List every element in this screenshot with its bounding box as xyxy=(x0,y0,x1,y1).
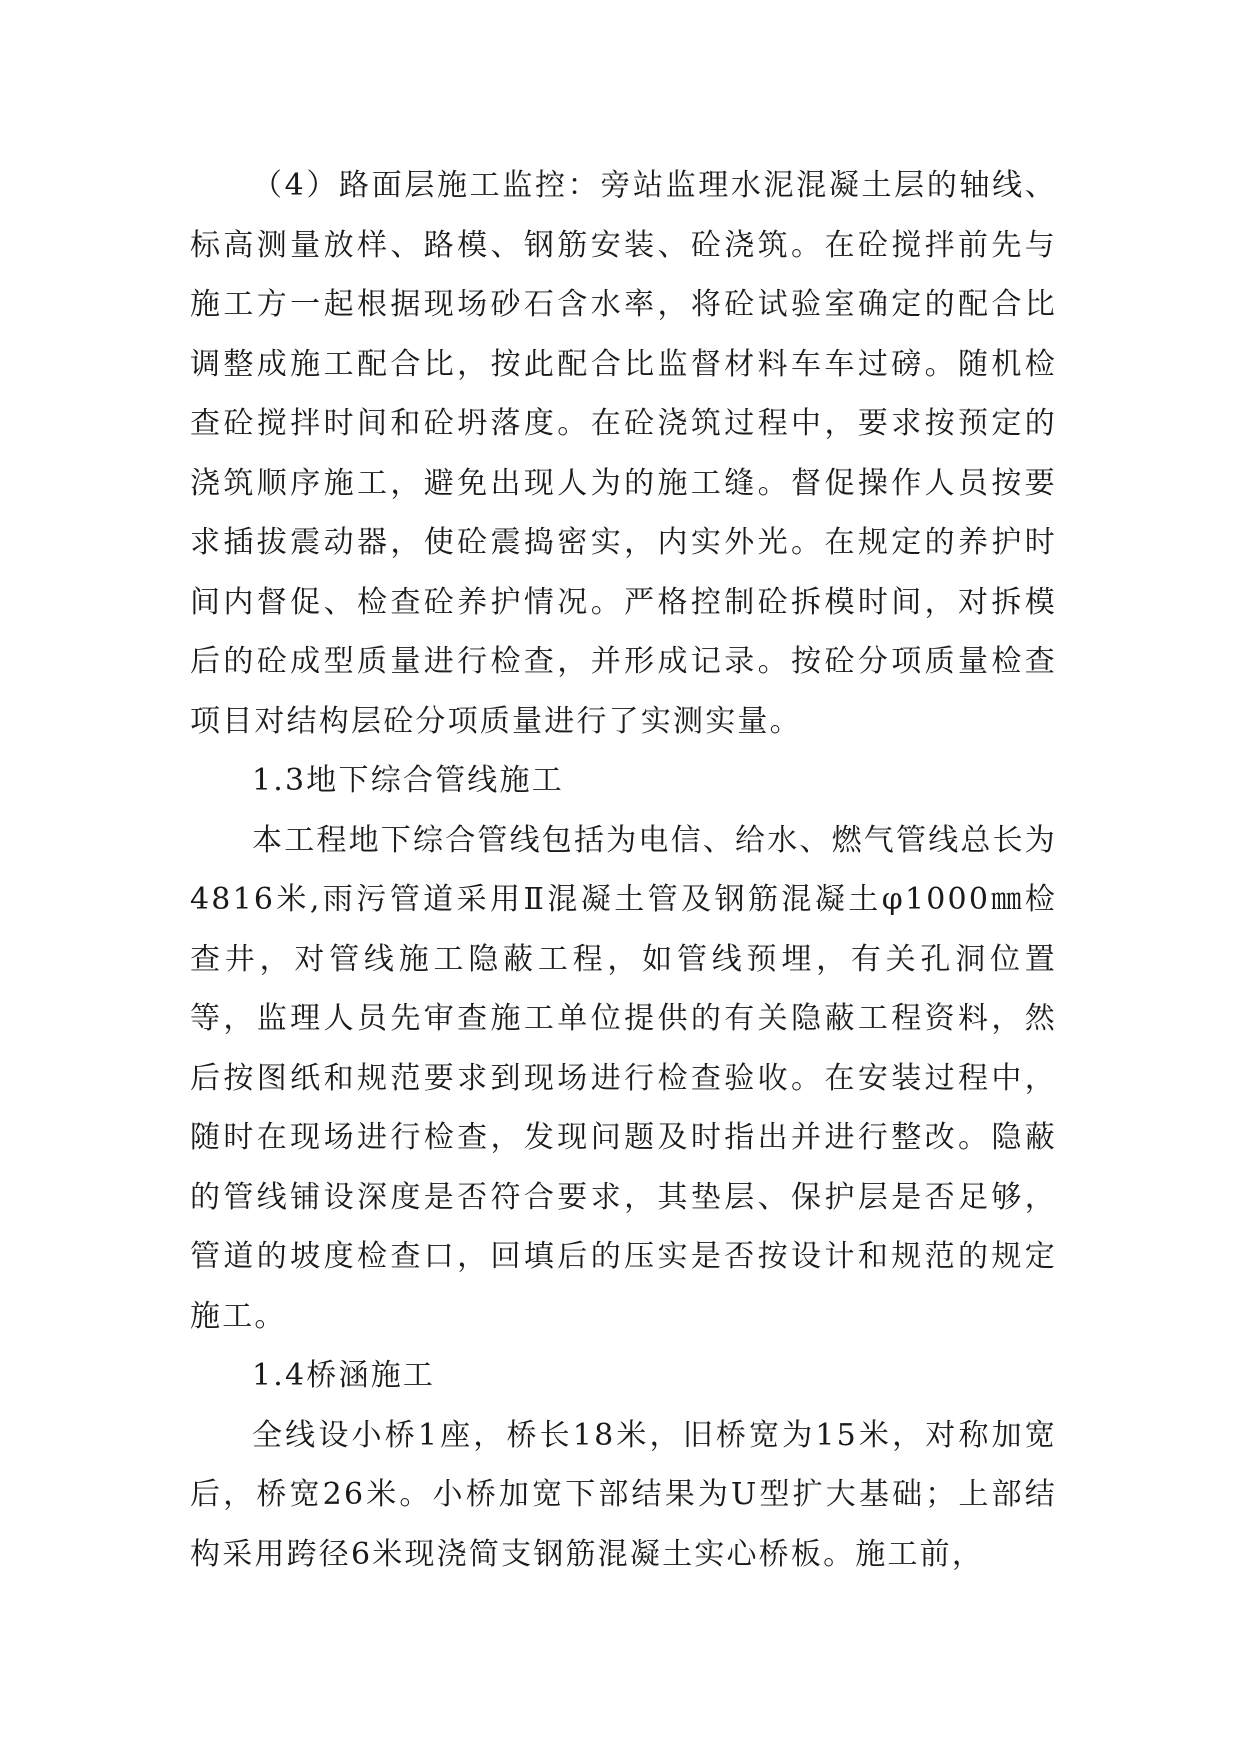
paragraph-pavement-monitoring: （4）路面层施工监控：旁站监理水泥混凝土层的轴线、标高测量放样、路模、钢筋安装、砼浇筑。在砼搅拌前先与施工方一起根据现场砂石含水率，将砼试验室确定的配合比调整成施工配合比，按此配合比监督材料车车过磅。随机检查砼搅拌时间和砼坍落度。在砼浇筑过程中，要求按预定的浇筑顺序施工，避免出现人为的施工缝。督促操作人员按要求插拔震动器，使砼震捣密实，内实外光。在规定的养护时间内督促、检查砼养护情况。严格控制砼拆模时间，对拆模后的砼成型质量进行检查，并形成记录。按砼分项质量检查项目对结构层砼分项质量进行了实测实量。 xyxy=(190,168,1057,739)
section-heading-1-3: 1.3地下综合管线施工 xyxy=(252,763,564,798)
section-heading-1-4: 1.4桥涵施工 xyxy=(252,1358,436,1393)
paragraph-pipeline-construction: 本工程地下综合管线包括为电信、给水、燃气管线总长为4816米,雨污管道采用Ⅱ混凝土管及钢筋混凝土φ1000㎜检查井，对管线施工隐蔽工程，如管线预埋，有关孔洞位置等，监理人员先审查施工单位提供的有关隐蔽工程资料，然后按图纸和规范要求到现场进行检查验收。在安装过程中，随时在现场进行检查，发现问题及时指出并进行整改。隐蔽的管线铺设深度是否符合要求，其垫层、保护层是否足够，管道的坡度检查口，回填后的压实是否按设计和规范的规定施工。 xyxy=(190,822,1057,1334)
paragraph-bridge-construction: 全线设小桥1座，桥长18米，旧桥宽为15米，对称加宽后，桥宽26米。小桥加宽下部结果为U型扩大基础；上部结构采用跨径6米现浇简支钢筋混凝土实心桥板。施工前， xyxy=(190,1417,1057,1572)
document-body xyxy=(190,156,1057,1584)
